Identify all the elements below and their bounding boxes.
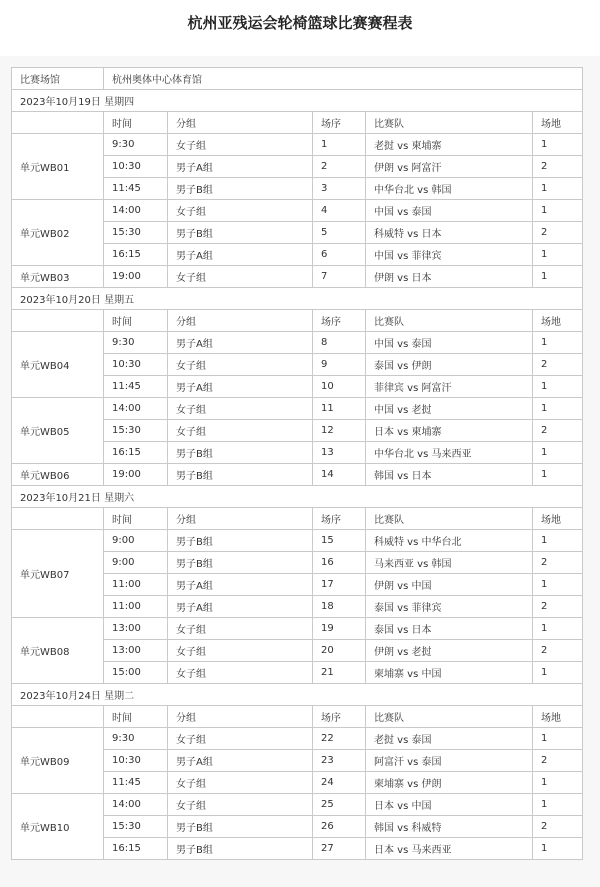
date-row (12, 684, 583, 706)
header-order: 场序 (313, 112, 366, 134)
match-group: 女子组 (168, 420, 313, 442)
match-time: 11:45 (104, 178, 168, 200)
match-order: 13 (313, 442, 366, 464)
match-teams: 马来西亚 vs 韩国 (366, 552, 533, 574)
match-court: 1 (533, 794, 583, 816)
header-teams: 比赛队 (366, 112, 533, 134)
match-court: 1 (533, 574, 583, 596)
match-order: 14 (313, 464, 366, 486)
unit-cell: 单元WB08 (12, 618, 104, 684)
match-order: 6 (313, 244, 366, 266)
match-group: 女子组 (168, 266, 313, 288)
match-teams: 泰国 vs 菲律宾 (366, 596, 533, 618)
match-time: 9:30 (104, 134, 168, 156)
match-teams: 韩国 vs 科威特 (366, 816, 533, 838)
match-teams: 伊朗 vs 中国 (366, 574, 533, 596)
match-teams: 伊朗 vs 老挝 (366, 640, 533, 662)
match-court: 2 (533, 420, 583, 442)
match-group: 女子组 (168, 398, 313, 420)
date-row (12, 288, 583, 310)
match-group: 男子A组 (168, 244, 313, 266)
date-row (12, 90, 583, 112)
match-court: 2 (533, 354, 583, 376)
match-teams: 日本 vs 马来西亚 (366, 838, 533, 860)
match-time: 16:15 (104, 244, 168, 266)
match-order: 17 (313, 574, 366, 596)
date-row (12, 486, 583, 508)
header-teams: 比赛队 (366, 706, 533, 728)
unit-cell: 单元WB04 (12, 332, 104, 398)
match-order: 11 (313, 398, 366, 420)
match-time: 19:00 (104, 464, 168, 486)
header-row (12, 508, 583, 530)
match-row (12, 134, 583, 156)
match-court: 1 (533, 266, 583, 288)
match-time: 11:45 (104, 376, 168, 398)
venue-label: 比赛场馆 (12, 68, 104, 90)
match-order: 27 (313, 838, 366, 860)
match-teams: 阿富汗 vs 泰国 (366, 750, 533, 772)
match-group: 男子B组 (168, 838, 313, 860)
match-order: 19 (313, 618, 366, 640)
match-group: 女子组 (168, 662, 313, 684)
match-court: 1 (533, 398, 583, 420)
match-order: 2 (313, 156, 366, 178)
match-order: 3 (313, 178, 366, 200)
header-teams: 比赛队 (366, 508, 533, 530)
match-row (12, 266, 583, 288)
unit-cell: 单元WB05 (12, 398, 104, 464)
match-group: 男子A组 (168, 376, 313, 398)
match-court: 1 (533, 200, 583, 222)
match-time: 19:00 (104, 266, 168, 288)
match-teams: 泰国 vs 日本 (366, 618, 533, 640)
match-teams: 中华台北 vs 韩国 (366, 178, 533, 200)
match-court: 2 (533, 156, 583, 178)
match-order: 7 (313, 266, 366, 288)
header-court: 场地 (533, 310, 583, 332)
match-group: 男子A组 (168, 750, 313, 772)
match-time: 10:30 (104, 156, 168, 178)
match-group: 女子组 (168, 640, 313, 662)
match-group: 男子A组 (168, 156, 313, 178)
match-teams: 中国 vs 老挝 (366, 398, 533, 420)
header-blank-cell (12, 508, 104, 530)
date-cell: 2023年10月19日 星期四 (12, 90, 583, 112)
match-group: 男子B组 (168, 442, 313, 464)
header-blank-cell (12, 112, 104, 134)
header-row (12, 310, 583, 332)
header-court: 场地 (533, 112, 583, 134)
match-time: 9:00 (104, 552, 168, 574)
header-order: 场序 (313, 508, 366, 530)
match-group: 男子B组 (168, 222, 313, 244)
header-time: 时间 (104, 508, 168, 530)
unit-cell: 单元WB07 (12, 530, 104, 618)
match-time: 9:00 (104, 530, 168, 552)
unit-cell: 单元WB02 (12, 200, 104, 266)
match-teams: 菲律宾 vs 阿富汗 (366, 376, 533, 398)
match-group: 男子B组 (168, 464, 313, 486)
schedule-table (11, 67, 583, 860)
match-order: 9 (313, 354, 366, 376)
match-time: 10:30 (104, 750, 168, 772)
match-row (12, 332, 583, 354)
header-row (12, 706, 583, 728)
match-row (12, 398, 583, 420)
match-teams: 日本 vs 柬埔寨 (366, 420, 533, 442)
match-court: 1 (533, 772, 583, 794)
match-group: 女子组 (168, 354, 313, 376)
header-blank-cell (12, 310, 104, 332)
match-time: 15:30 (104, 222, 168, 244)
match-group: 男子A组 (168, 596, 313, 618)
match-court: 2 (533, 596, 583, 618)
match-time: 11:45 (104, 772, 168, 794)
match-court: 1 (533, 332, 583, 354)
unit-cell: 单元WB01 (12, 134, 104, 200)
match-group: 女子组 (168, 618, 313, 640)
header-time: 时间 (104, 310, 168, 332)
match-row (12, 794, 583, 816)
match-order: 26 (313, 816, 366, 838)
match-teams: 科威特 vs 日本 (366, 222, 533, 244)
match-order: 21 (313, 662, 366, 684)
match-group: 女子组 (168, 794, 313, 816)
unit-cell: 单元WB09 (12, 728, 104, 794)
match-court: 2 (533, 816, 583, 838)
match-time: 14:00 (104, 398, 168, 420)
match-row (12, 618, 583, 640)
match-court: 1 (533, 464, 583, 486)
header-teams: 比赛队 (366, 310, 533, 332)
match-teams: 伊朗 vs 日本 (366, 266, 533, 288)
match-court: 2 (533, 750, 583, 772)
match-time: 13:00 (104, 618, 168, 640)
match-group: 男子A组 (168, 332, 313, 354)
date-cell: 2023年10月24日 星期二 (12, 684, 583, 706)
match-time: 11:00 (104, 574, 168, 596)
header-group: 分组 (168, 112, 313, 134)
match-teams: 中国 vs 泰国 (366, 200, 533, 222)
match-order: 22 (313, 728, 366, 750)
match-time: 16:15 (104, 442, 168, 464)
match-order: 12 (313, 420, 366, 442)
match-group: 女子组 (168, 728, 313, 750)
venue-row (12, 68, 583, 90)
match-time: 15:00 (104, 662, 168, 684)
match-order: 1 (313, 134, 366, 156)
match-teams: 柬埔寨 vs 中国 (366, 662, 533, 684)
match-group: 女子组 (168, 772, 313, 794)
match-row (12, 200, 583, 222)
match-teams: 伊朗 vs 阿富汗 (366, 156, 533, 178)
unit-cell: 单元WB03 (12, 266, 104, 288)
match-teams: 韩国 vs 日本 (366, 464, 533, 486)
unit-cell: 单元WB06 (12, 464, 104, 486)
match-teams: 老挝 vs 泰国 (366, 728, 533, 750)
match-time: 13:00 (104, 640, 168, 662)
match-order: 25 (313, 794, 366, 816)
match-group: 男子B组 (168, 552, 313, 574)
match-court: 1 (533, 530, 583, 552)
match-court: 2 (533, 222, 583, 244)
header-court: 场地 (533, 508, 583, 530)
match-teams: 老挝 vs 柬埔寨 (366, 134, 533, 156)
match-teams: 科威特 vs 中华台北 (366, 530, 533, 552)
match-court: 1 (533, 178, 583, 200)
match-time: 15:30 (104, 420, 168, 442)
match-court: 1 (533, 442, 583, 464)
date-cell: 2023年10月20日 星期五 (12, 288, 583, 310)
match-group: 女子组 (168, 200, 313, 222)
page-title: 杭州亚残运会轮椅篮球比赛赛程表 (187, 14, 413, 32)
match-teams: 中华台北 vs 马来西亚 (366, 442, 533, 464)
unit-cell: 单元WB10 (12, 794, 104, 860)
header-group: 分组 (168, 706, 313, 728)
match-time: 9:30 (104, 332, 168, 354)
match-court: 1 (533, 134, 583, 156)
header-time: 时间 (104, 706, 168, 728)
match-court: 1 (533, 838, 583, 860)
header-court: 场地 (533, 706, 583, 728)
match-teams: 日本 vs 中国 (366, 794, 533, 816)
match-order: 4 (313, 200, 366, 222)
match-row (12, 530, 583, 552)
match-time: 16:15 (104, 838, 168, 860)
match-order: 24 (313, 772, 366, 794)
header-group: 分组 (168, 310, 313, 332)
date-cell: 2023年10月21日 星期六 (12, 486, 583, 508)
match-teams: 柬埔寨 vs 伊朗 (366, 772, 533, 794)
match-row (12, 728, 583, 750)
match-court: 1 (533, 662, 583, 684)
header-order: 场序 (313, 706, 366, 728)
match-time: 15:30 (104, 816, 168, 838)
match-order: 23 (313, 750, 366, 772)
match-court: 1 (533, 376, 583, 398)
match-group: 男子B组 (168, 816, 313, 838)
match-order: 5 (313, 222, 366, 244)
header-row (12, 112, 583, 134)
match-time: 11:00 (104, 596, 168, 618)
venue-value: 杭州奥体中心体育馆 (104, 68, 583, 90)
match-time: 14:00 (104, 200, 168, 222)
match-order: 16 (313, 552, 366, 574)
header-time: 时间 (104, 112, 168, 134)
match-time: 14:00 (104, 794, 168, 816)
match-order: 20 (313, 640, 366, 662)
match-group: 男子B组 (168, 530, 313, 552)
match-row (12, 464, 583, 486)
match-court: 1 (533, 618, 583, 640)
match-group: 男子B组 (168, 178, 313, 200)
match-order: 8 (313, 332, 366, 354)
match-group: 女子组 (168, 134, 313, 156)
match-court: 1 (533, 728, 583, 750)
match-group: 男子A组 (168, 574, 313, 596)
match-order: 15 (313, 530, 366, 552)
match-time: 10:30 (104, 354, 168, 376)
header-group: 分组 (168, 508, 313, 530)
match-teams: 中国 vs 菲律宾 (366, 244, 533, 266)
match-order: 10 (313, 376, 366, 398)
match-time: 9:30 (104, 728, 168, 750)
header-blank-cell (12, 706, 104, 728)
match-order: 18 (313, 596, 366, 618)
match-court: 1 (533, 244, 583, 266)
match-court: 2 (533, 640, 583, 662)
match-court: 2 (533, 552, 583, 574)
match-teams: 中国 vs 泰国 (366, 332, 533, 354)
schedule-body (12, 68, 583, 860)
header-order: 场序 (313, 310, 366, 332)
match-teams: 泰国 vs 伊朗 (366, 354, 533, 376)
